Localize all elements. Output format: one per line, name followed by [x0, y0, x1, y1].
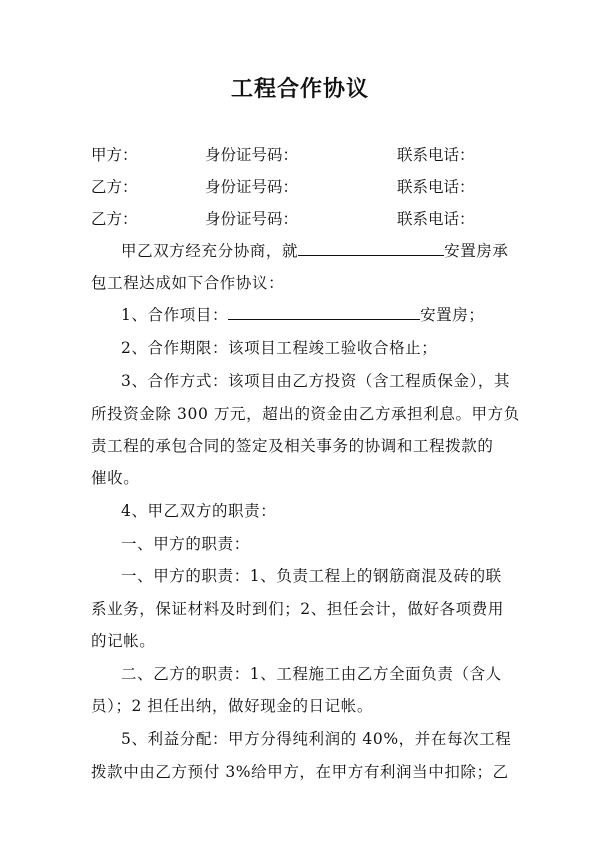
intro-line-2: 包工程达成如下合作协议：: [91, 274, 285, 292]
phone-label: 联系电话：: [397, 146, 475, 164]
duty-a-line-2: 系业务，保证材料及时到们；2、担任会计，做好各项费用: [91, 600, 504, 618]
clause-3-line-1: 3、合作方式：该项目由乙方投资（含工程质保金），其: [121, 372, 511, 390]
id-number-label: 身份证号码：: [205, 178, 299, 196]
party-label: 乙方：: [91, 178, 138, 196]
clause-5-line-1: 5、利益分配：甲方分得纯利润的 40%，并在每次工程: [121, 730, 512, 748]
project-name-blank: [298, 240, 444, 256]
clause-3-line-4: 催收。: [91, 469, 140, 487]
duty-b-line-2: 员）；2 担任出纳，做好现金的日记帐。: [91, 697, 373, 715]
id-number-label: 身份证号码：: [205, 210, 299, 228]
id-number-label: 身份证号码：: [205, 146, 299, 164]
clause-1: [121, 303, 484, 325]
intro-line-1: [121, 239, 509, 261]
clause-2: 2、合作期限：该项目工程竣工验收合格止；: [121, 339, 438, 357]
clause-4: 4、甲乙双方的职责：: [121, 502, 277, 520]
party-row-c: [91, 207, 521, 229]
clause-5-line-2: 拨款中由乙方预付 3%给甲方，在甲方有利润当中扣除；乙: [91, 763, 509, 781]
intro-text-tail: 安置房承: [444, 242, 509, 260]
clause-1-label: 1、合作项目：: [121, 306, 229, 324]
intro-text: 甲乙双方经充分协商，就: [121, 242, 299, 260]
party-row-a: [91, 143, 521, 165]
phone-label: 联系电话：: [397, 210, 475, 228]
project-blank: [228, 304, 420, 320]
duty-a-line-1: 一、甲方的职责：1、负责工程上的钢筋商混及砖的联: [121, 567, 502, 585]
party-label: 乙方：: [91, 210, 138, 228]
duty-heading: 一、甲方的职责：: [121, 535, 250, 553]
party-row-b: [91, 175, 521, 197]
clause-3-line-2: 所投资金除 300 万元，超出的资金由乙方承担利息。甲方负: [91, 405, 520, 423]
duty-a-line-3: 的记帐。: [91, 632, 156, 650]
clause-3-line-3: 责工程的承包合同的签定及相关事务的协调和工程拨款的: [91, 437, 494, 455]
duty-b-line-1: 二、乙方的职责：1、工程施工由乙方全面负责（含人: [121, 665, 502, 683]
phone-label: 联系电话：: [397, 178, 475, 196]
clause-1-tail: 安置房；: [420, 306, 485, 324]
document-title: 工程合作协议: [230, 76, 369, 102]
party-label: 甲方：: [91, 146, 138, 164]
